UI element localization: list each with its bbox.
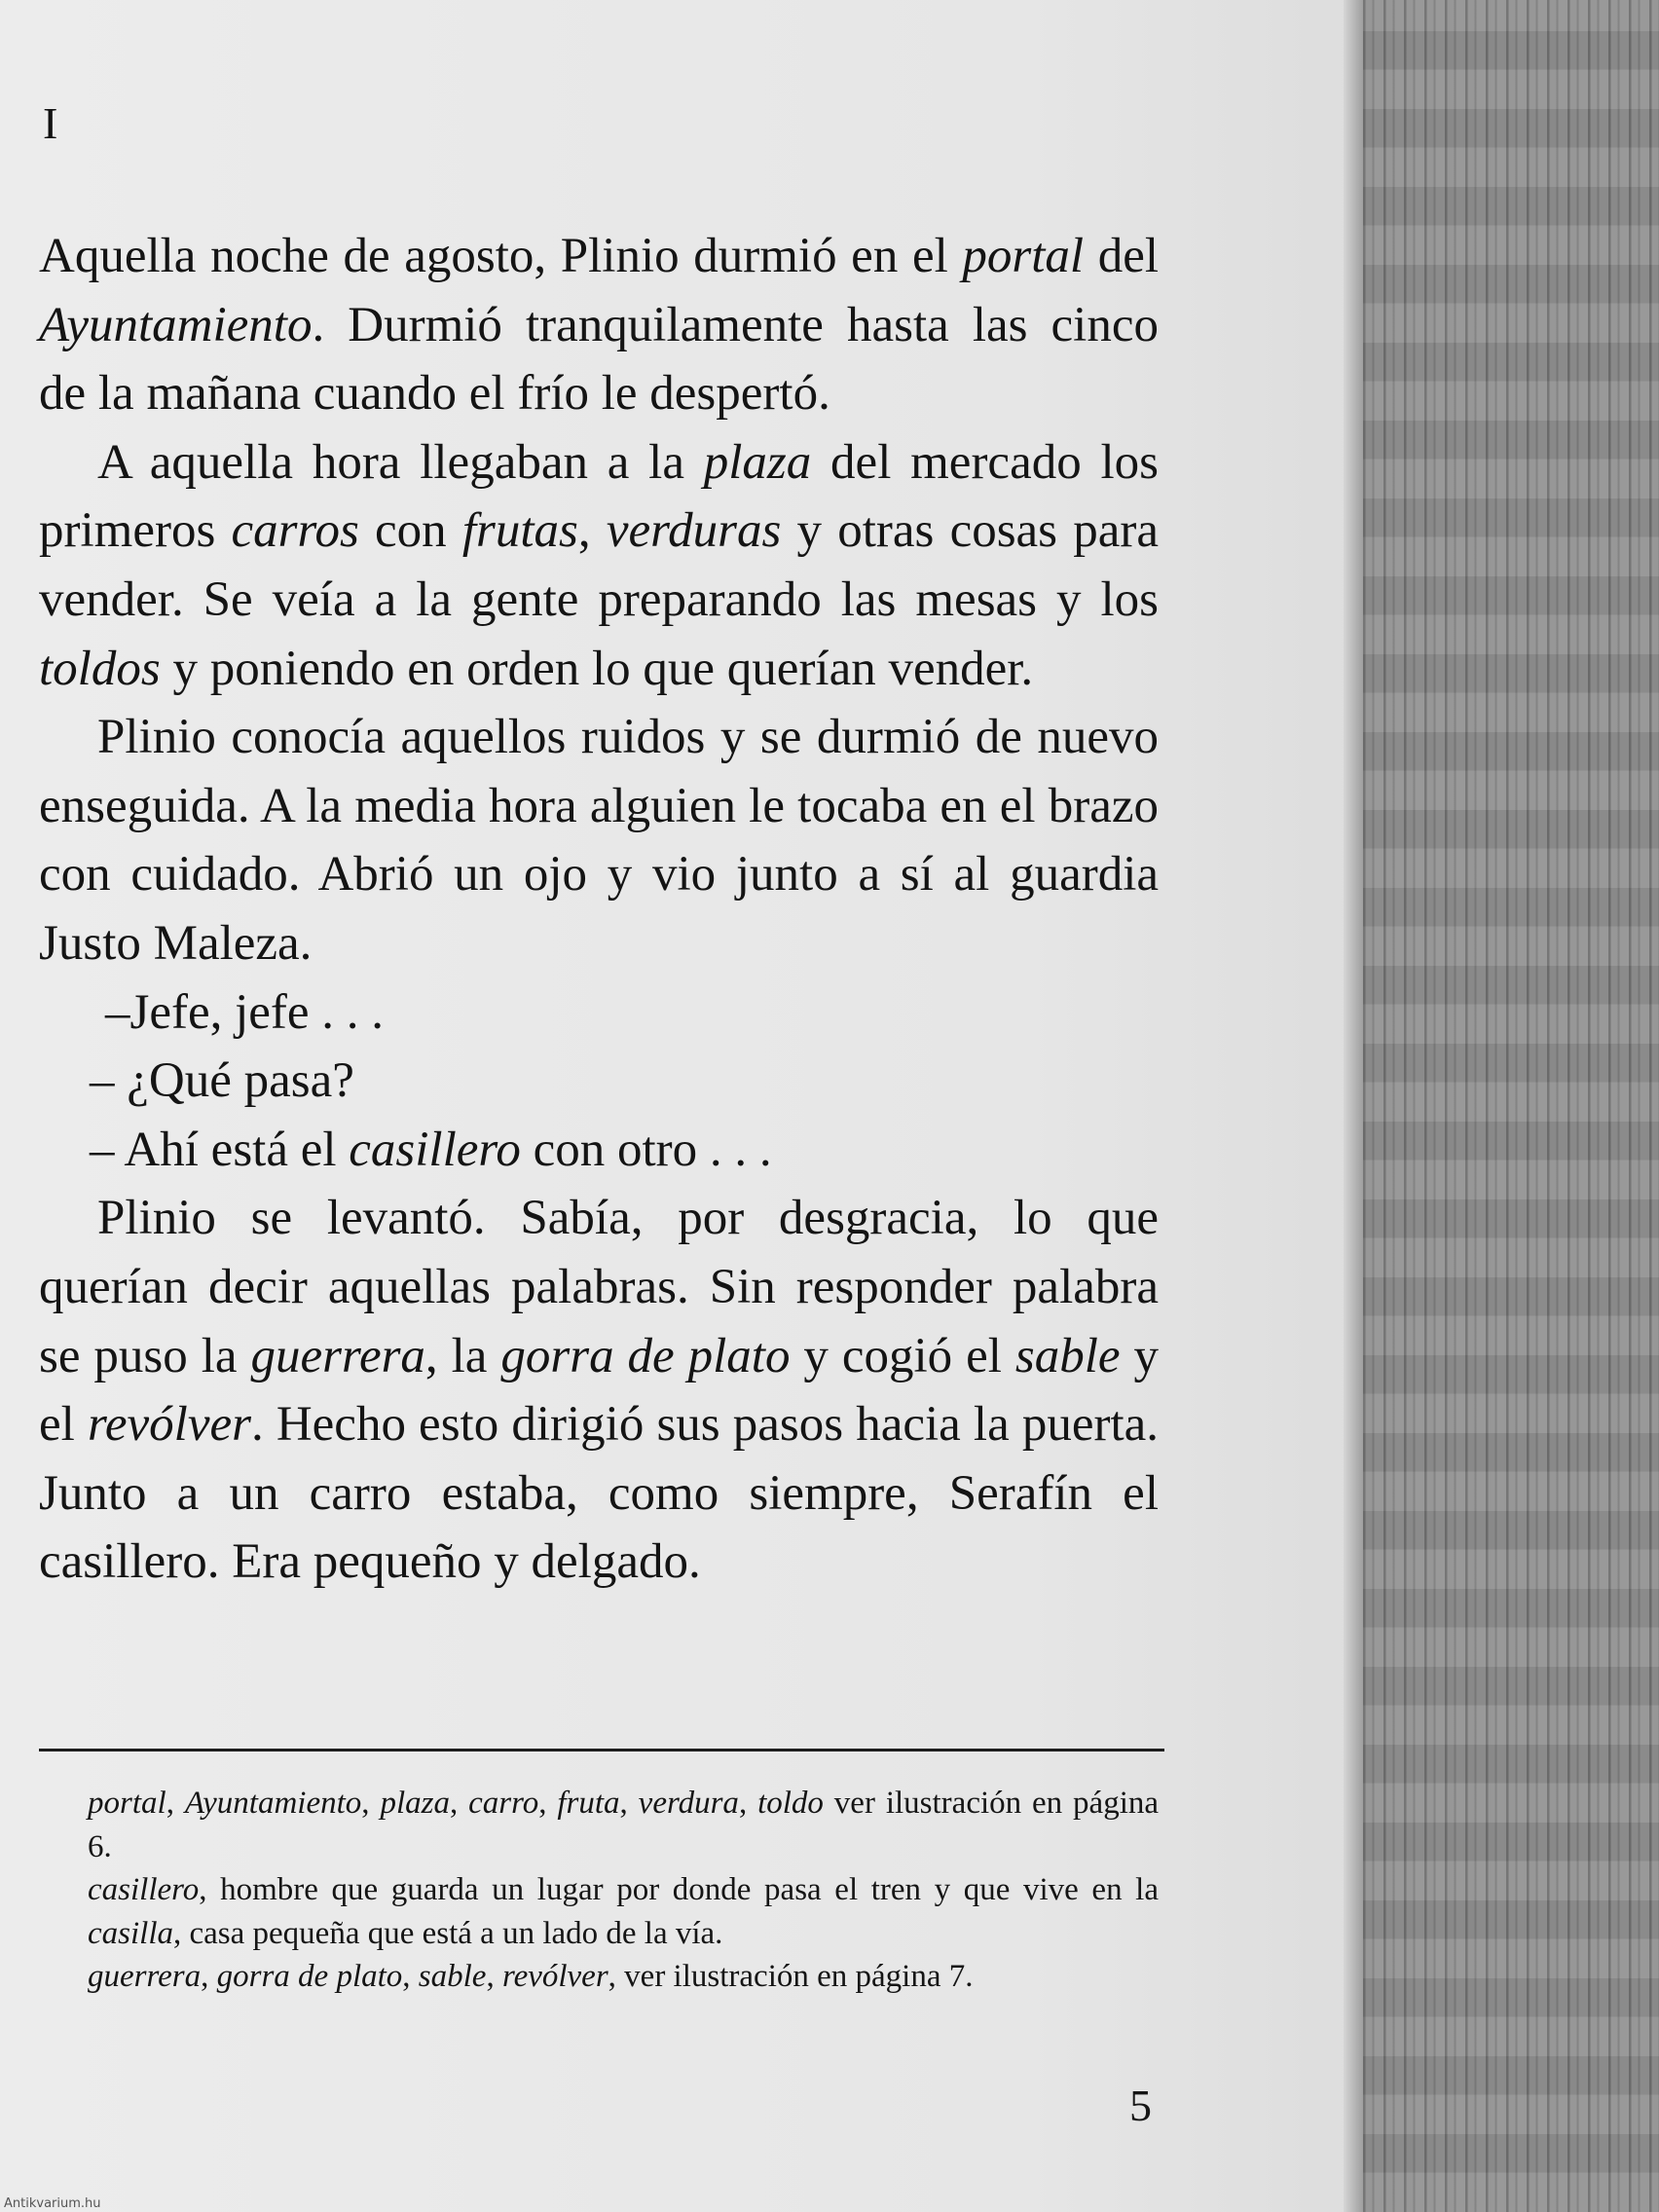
paragraph-glossary-term: Ayuntamiento [39,297,313,352]
footnote-glossary-term: Ayuntamiento [184,1786,362,1821]
footnote-text: , [538,1786,558,1821]
dialogue-line [39,1116,1159,1185]
footnote-text: , [619,1786,639,1821]
paragraph-text: Plinio se levantó. Sabía, por desgracia, lo que querían decir aquellas palabras. Sin responder palabra se puso la [39,1191,1159,1383]
paragraph-text: Plinio conocía aquellos ruidos y se durmió de nuevo enseguida. A la media hora alguien le tocaba en el brazo con cuidado. Abrió un ojo y vio junto a sí al guardia Justo Maleza. [39,710,1159,971]
paragraph-text: del mercado los primeros [39,434,1159,559]
paragraph [39,703,1159,977]
paragraph-glossary-term: toldos [39,641,161,696]
footnote-glossary-term: casillero [88,1872,200,1907]
paragraph-text: A aquella hora llegaban a la [97,434,704,490]
footnote-glossary-term: revólver [501,1959,608,1994]
dialogue-line [39,978,1159,1048]
chapter-number: I [43,98,58,148]
paragraph-glossary-term: revólver [87,1397,251,1453]
footnote-glossary-term: carro [468,1786,539,1821]
footnote-glossary-term: sable [418,1959,487,1994]
paragraph-text: , [577,503,607,559]
paragraph-glossary-term: plaza [703,434,812,490]
paragraph-text: . Hecho esto dirigió sus pasos hacia la puerta. Junto a un carro estaba, como siempre, Serafín el casillero. Era pequeño y delgado. [39,1397,1159,1590]
footnote-glossary-term: toldo [757,1786,824,1821]
footnote-entry [88,1868,1159,1955]
paragraph-glossary-term: frutas [461,503,578,559]
paragraph [39,222,1159,428]
page-number: 5 [1129,2081,1152,2130]
paragraph-text: , la [424,1328,501,1383]
chapter-body-text [39,222,1159,1597]
footnote-glossary-term: verdura [638,1786,739,1821]
paragraph-glossary-term: casillero [349,1122,521,1177]
paragraph-text: y el [39,1328,1159,1453]
paragraph-text: del [1084,229,1160,283]
paragraph-glossary-term: sable [1014,1328,1121,1383]
footnote-glossary-term: gorra de plato [216,1959,403,1994]
paragraph-text: y poniendo en orden lo que querían vender. [160,641,1034,696]
paragraph-text: –Jefe, jefe . . . [105,984,385,1040]
footnote-text: , [201,1959,217,1994]
paragraph-text: y cogió el [790,1328,1015,1383]
paragraph-text: – Ahí está el [90,1122,350,1177]
paragraph-glossary-term: portal [962,229,1085,283]
paragraph-glossary-term: guerrera [250,1328,425,1383]
footnote-text: , ver ilustración en página 7. [608,1959,974,1994]
footnote-glossary-term: guerrera [88,1959,202,1994]
footnote-text: , [166,1786,185,1821]
paragraph-text: con otro . . . [520,1122,772,1177]
footnote-glossary-term: plaza [380,1786,450,1821]
paragraph-glossary-term: verduras [606,503,782,559]
paragraph-text: – ¿Qué pasa? [90,1053,354,1109]
dialogue-line [39,1047,1159,1116]
footnote-entry [88,1782,1159,1868]
footnote-text: ver ilustración en página 6. [88,1786,1160,1864]
footnote-text: , [402,1959,419,1994]
footnote-glossary-term: portal [88,1786,166,1821]
page-edge-shadow [1344,0,1365,2212]
paragraph-text: Aquella noche de agosto, Plinio durmió en el [39,229,963,283]
footnote-text: , [738,1786,758,1821]
footnote-text: , [449,1786,469,1821]
footnote-text: , [361,1786,381,1821]
paragraph [39,1184,1159,1597]
paragraph-glossary-term: carros [231,503,359,559]
footnote-text: , casa pequeña que está a un lado de la vía. [173,1915,723,1951]
wooden-surface-background [1363,0,1659,2212]
paragraph-glossary-term: gorra de plato [500,1328,791,1383]
glossary-footnotes [88,1782,1159,1999]
footnote-text: , hombre que guarda un lugar por donde pasa el tren y que vive en la [199,1872,1159,1907]
footnote-glossary-term: fruta [557,1786,620,1821]
footnote-text: , [486,1959,502,1994]
watermark-text: Antikvarium.hu [4,2196,101,2211]
paragraph-text: y otras cosas para vender. Se veía a la gente preparando las mesas y los [39,503,1159,627]
footnote-glossary-term: casilla [88,1915,173,1951]
footnote-divider [39,1749,1164,1751]
paragraph [39,428,1159,703]
footnote-entry [88,1955,1159,1999]
paragraph-text: con [358,503,462,559]
paragraph-text: . Durmió tranquilamente hasta las cinco de la mañana cuando el frío le despertó. [39,297,1159,422]
